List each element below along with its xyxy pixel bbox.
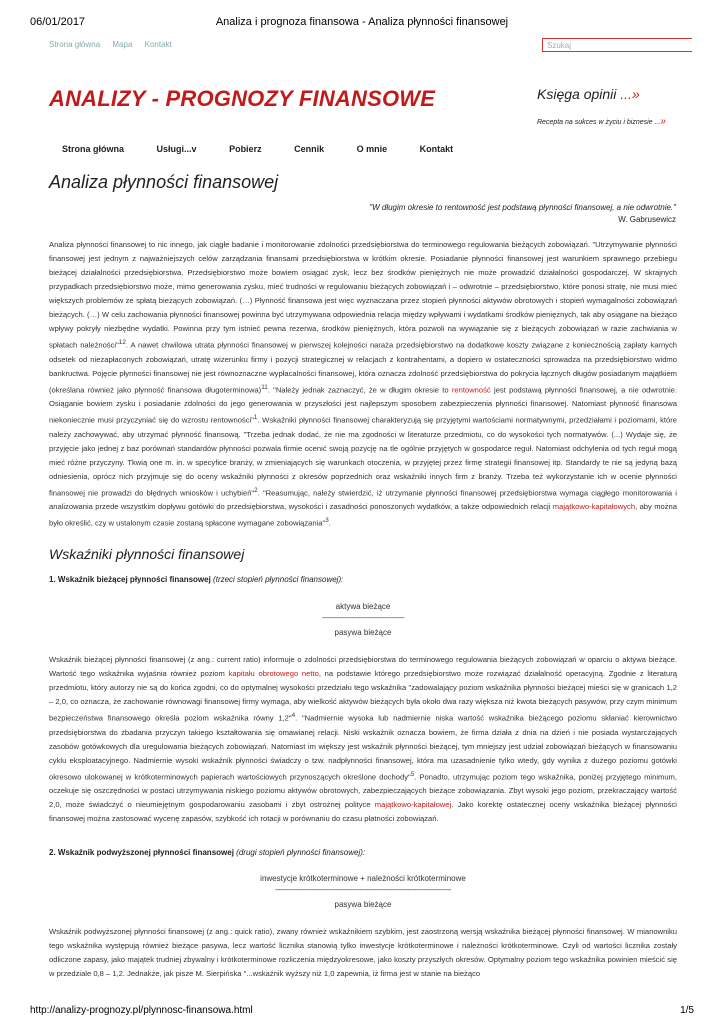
nav-contact[interactable]: Kontakt [419, 144, 454, 154]
ind1-text-3: . "Nadmiernie wysoka lub nadmiernie niska wartość wskaźnika bieżącego poziomu skłaniać kierownictwo przedsiębiorstwa do zbadania przyczyn takiego kształtowania się omawianej relacji. Niski wskaźnik oznacza bowiem, że firma działa z dnia na dzień i nie posiada wystarczających zasobów gotówkowych dla uregulowania bieżących zobowiązań. Natomiast im większy jest wskaźnik płynności bieżącej, tym mniejszy jest udział zobowiązań bieżących w finansowaniu cyklu eksploatacyjnego. Nadmiernie wysoki wskaźnik płynności świadczy o tzw. nadpłynności finansowej, która ma uzasadnienie tylko wtedy, gdy wynika z dużego poziomu gotówki okresowo ulokowanej w krótkoterminowych papierach wartościowych przynoszących określone dochody" [49, 713, 677, 782]
intro-text-6: . "Reasumując, należy stwierdzić, iż utrzymanie płynności finansowej przedsiębiorstwa wymaga ciągłego monitorowania i analizowania przede wszystkim dopływu gotówki do przedsiębiorstwa, wysokości i zasadności ponoszonych wydatków, a także odpowiednich relacji [49, 488, 677, 512]
ind1-text-2: , na podstawie którego przedsiębiorstwo może rozwiązać działalność operacyjną. Zgodnie z literaturą przedmiotu, który autorzy nie są do końca zgodni, co do optymalnej wysokości przedziału tego wskaźnika "zadowalający poziom wskaźnika płynności bieżącej mieści się w granicach 1,2 – 2,0, co oznacza, że zachowanie równowagi finansowej firmy wymaga, aby wielkość aktywów bieżących była około dwa razy większa niż kwota bieżących pasywów, przy czym minimum bezpieczeństwa finansowego określa poziom wskaźnika równy 1,2" [49, 669, 677, 723]
footnote-ref[interactable]: 5 [410, 770, 415, 778]
recipe-label: Recepta na sukces w życiu i biznesie ... [537, 119, 661, 126]
link-majatkowo-kapitalowych[interactable]: majątkowo-kapitałowych [552, 502, 636, 512]
formula-1-line: --------------------------------------------- [321, 615, 405, 622]
site-brand[interactable]: ANALIZY - PROGNOZY FINANSOWE [49, 86, 436, 111]
quote-author: W. Gabrusewicz [618, 215, 676, 224]
top-nav-home[interactable]: Strona główna [49, 40, 101, 49]
intro-text-5: . Wskaźniki płynności finansowej charakteryzują się przyjętymi wartościami normatywnymi, przedziałami i poziomami, które należy zachowywać, aby utrzymać płynność finansową. "Trzeba jednak dodać, że nie ma zgodności w literaturze przedmiotu, co do wysokości tych normatywów. (...) Wydaje się, że przyjęcie jako jednej z baz porównań standardów płynności pozwala firmie ocenić swoją pozycję na tle ogólnie przyjętych w gospodarce reguł. Natomiast odchylenia od tych reguł mogą mieć różne przyczyny. Tkwią one m. in. w specyfice branży, w zmieniających się warunkach otoczenia, w przyjętej przez firmę strategii finansowej itp. Standardy te nie są jedyną bazą odniesienia, oprócz nich przyjmuje się do oceny wskaźniki płynności z okresów poprzednich oraz wskaźniki innych firm z branży. Trzeba też wykorzystanie ich w ocenie płynności finansowej nie prowadzi do błędnych wniosków i uchybień" [49, 415, 677, 498]
formula-2-denominator: pasywa bieżące [334, 900, 392, 909]
print-header [30, 16, 694, 30]
intro-text-2: . A nawet chwilowa utrata płynności finansowej w pierwszej kolejności naraża przedsiębiorstwo na dodatkowe koszty związane z koniecznością zapłaty karnych odsetek od niezapłaconych zobowiązań, utratę wizerunku firmy i pozycji strategicznej w relacjach z kontrahentami, a dopiero w ostateczności sprowadza na przedsiębiorstwo widmo bankructwa. Pojęcie płynności finansowej nie jest równoznaczne wypłacalności finansowej, która oznacza zdolność przedsiębiorstwa do pokrycia łącznych długów posiadanym majątkiem (określana również jako płynność finansowa długoterminowa) [49, 340, 677, 395]
footnote-ref[interactable]: 2 [254, 486, 258, 494]
guestbook-label: Księga opinii [537, 86, 617, 102]
print-url: http://analizy-prognozy.pl/plynnosc-finansowa.html [30, 1005, 253, 1016]
indicator-1-note: (trzeci stopień płynności finansowej): [210, 575, 344, 584]
intro-text-8: . [328, 518, 331, 528]
section-title: Wskaźniki płynności finansowej [49, 546, 245, 562]
footnote-ref[interactable]: 4 [291, 712, 296, 719]
footnote-ref[interactable]: 11 [261, 383, 268, 391]
top-nav [49, 40, 182, 49]
recipe-link[interactable] [537, 116, 666, 127]
print-date: 06/01/2017 [30, 16, 86, 28]
recipe-arrow: » [660, 116, 666, 127]
main-nav [62, 144, 483, 154]
footnote-ref[interactable]: 1 [253, 414, 258, 422]
indicator-2-heading [49, 848, 365, 857]
formula-2-line: ------------------------------------------------------------------------------------------------ [275, 887, 451, 894]
nav-home[interactable]: Strona główna [62, 144, 125, 154]
indicator-2-text [49, 925, 677, 981]
link-majatkowo-kapitalowej[interactable]: majątkowo-kapitałowej [374, 800, 452, 810]
nav-services[interactable]: Usługi...v [156, 144, 197, 154]
search-input[interactable]: Szukaj [542, 38, 692, 52]
ind2-text-1: Wskaźnik podwyższonej płynności finansowej (z ang.: quick ratio), zwany również wskaźnikiem szybkim, jest zaostrzoną wersją wskaźnika bieżącej płynności finansowej. W mianowniku tego wskaźnika występują również bieżące pasywa, lecz wartość licznika stanowią tylko inwestycje krótkoterminowe i należności krótkoterminowe. Czyli od wartości licznika zostały odliczone zapasy, jako majątek trudniej zbywalny i krótkoterminowe rozliczenia międzyokresowe, jako koszty przyszłych okresów. Optymalny poziom tego wskaźnika powinien mieścić się w przedziale 0,8 – 1,2. Jednakże, jak pisze M. Sierpińska "...wskaźnik wyższy niż 1,0 zapewnia, iż firma jest w stanie na bieżąco [49, 927, 677, 978]
print-page: 1/5 [680, 1005, 694, 1016]
ind1-text-5: . Jako korektę ostatecznej oceny wskaźnika bieżącej płynności finansowej można zastosować wycenę zapasów, szybkość ich rotacji w porównaniu do czasu płatności zobowiązań. [49, 800, 677, 824]
quote-text: "W długim okresie to rentowność jest podstawą płynności finansowej, a nie odwrotnie." [369, 203, 676, 212]
ind1-text-4: . Ponadto, utrzymując poziom tego wskaźnika, poniżej przyjętego minimum, oczekuje się oszczędności w postaci utrzymywania niskiego poziomu aktywów obrotowych, zabezpieczających bieżące zobowiązania. Zbyt wysoki jego poziom, przekraczający wartość 2,0, może świadczyć o nieumiejętnym gospodarowaniu zasobami i zbyt ostrożnej polityce [49, 772, 677, 810]
top-nav-map[interactable]: Mapa [112, 40, 133, 49]
formula-1-numerator[interactable]: aktywa bieżące [335, 602, 391, 611]
intro-paragraph [49, 238, 677, 531]
footnote-ref[interactable]: 12 [118, 339, 126, 346]
ind1-text-1: Wskaźnik bieżącej płynności finansowej (z ang.: current ratio) informuje o zdolności przedsiębiorstwa do terminowego regulowania bieżących zobowiązań w oparciu o aktywa bieżące. Wartość tego wskaźnika wyjaśnia również poziom [49, 655, 677, 678]
indicator-2-label: 2. Wskaźnik podwyższonej płynności finansowej [49, 848, 234, 857]
guestbook-arrow: ...» [616, 86, 640, 102]
nav-pricing[interactable]: Cennik [294, 144, 325, 154]
footnote-ref[interactable]: 3 [325, 517, 329, 525]
indicator-1-label: 1. Wskaźnik bieżącej płynności finansowej [49, 575, 211, 584]
intro-text-4: jest podstawą płynności finansowej, a nie odwrotnie. Osiąganie bowiem zysku i posiadanie zdolności do jego generowania w przyszłości jest najlepszym sposobem zabezpieczenia płynności finansowej. Natomiast płynność finansowa niekoniecznie musi przyczyniać się do wzrostu rentowności" [49, 385, 677, 425]
indicator-1-text [49, 653, 677, 826]
formula-1-denominator[interactable]: pasywa bieżące [334, 628, 392, 637]
guestbook-link[interactable] [537, 86, 640, 102]
link-kapital-obrotowy[interactable]: kapitału obrotowego netto [228, 669, 319, 678]
nav-download[interactable]: Pobierz [229, 144, 262, 154]
indicator-1-heading [49, 575, 343, 584]
intro-text-1: Analiza płynności finansowej to nic innego, jak ciągłe badanie i monitorowanie zdolności przedsiębiorstwa do terminowego regulowania bieżących zobowiązań. "Utrzymywanie płynności finansowej jest jednym z najważniejszych celów zarządzania finansami przedsiębiorstwa w krótkim okresie. Posiadanie płynności finansowej jest warunkiem sprawnego przebiegu bieżącej działalności przedsiębiorstwa. Przedsiębiorstwo może bowiem osiągać zysk, lecz bez środków pieniężnych nie może prowadzić działalności gospodarczej. W skrajnych przypadkach przedsiębiorstwo może, mimo generowania zysku, mieć trudności w regulowaniu bieżących zobowiązań i – odwrotnie – przedsiębiorstwo, które ponosi stratę, nie musi mieć większych problemów ze spłatą bieżących zobowiązań. (…) Płynność finansowa jest więc wyznaczana przez stopień płynności aktywów obrotowych i stopień wymagalności zobowiązań bieżących. (…) W celu zachowania płynności finansowej powinna być utrzymywana odpowiednia relacja między wpływami i wydatkami środków pieniężnych, tak aby osiągane na bieżąco wpływy pokryły niezbędne wydatki. Powinna przy tym istnieć pewna rezerwa, środków pieniężnych, która pozwoli na wywiązanie się z bieżących zobowiązań w razie zachwiania w spłatach należności" [49, 240, 677, 350]
page-title: Analiza płynności finansowej [49, 172, 279, 192]
nav-about[interactable]: O mnie [356, 144, 388, 154]
formula-2-numerator: inwestycje krótkoterminowe + należności krótkoterminowe [260, 874, 466, 883]
indicator-2-note: (drugi stopień płynności finansowej): [233, 848, 366, 857]
print-title: Analiza i prognoza finansowa - Analiza płynności finansowej [215, 16, 509, 28]
intro-text-7: , aby można było określić, czy w ustalonym czasie zostaną spłacone wymagane zobowiązania" [49, 502, 677, 528]
quote [369, 202, 676, 226]
top-nav-contact[interactable]: Kontakt [144, 40, 172, 49]
intro-text-3: . "Należy jednak zaznaczyć, że w długim okresie to [267, 385, 452, 395]
link-rentownosc[interactable]: rentowność [451, 385, 491, 395]
